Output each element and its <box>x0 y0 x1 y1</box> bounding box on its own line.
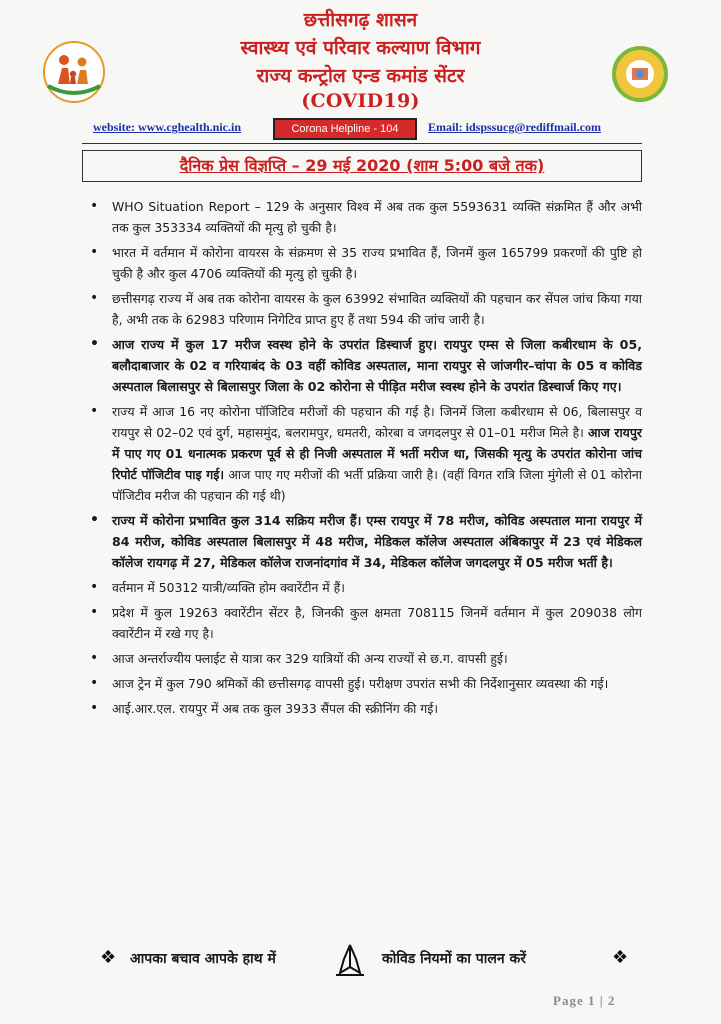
contact-bar <box>0 118 721 140</box>
title-box <box>82 150 642 182</box>
slogan-left: आपका बचाव आपके हाथ में <box>130 951 276 967</box>
footer-slogan <box>0 943 721 979</box>
list-item <box>82 288 642 330</box>
list-item-text-bold: आज रायपुर में पाए गए 01 धनात्मक प्रकरण पूर्व से ही निजी अस्पताल में भर्ती मरीज था, जिसकी मृत्यु के उपरांत कोरोना जांच रिपोर्ट पॉजिटीव पाइ गई। <box>112 425 642 482</box>
list-item-text: भारत में वर्तमान में कोरोना वायरस के संक्रमण से 35 राज्य प्रभावित हैं, जिनमें कुल 165799 प्रकरणों की पुष्टि हो चुकी है और कुल 4706 व्यक्तियों की मृत्यु हो चुकी है। <box>112 245 642 281</box>
list-item <box>82 577 642 598</box>
header-government: छत्तीसगढ़ शासन <box>303 9 418 31</box>
bullet-icon: • <box>90 579 99 595</box>
header-control-centre: राज्य कन्ट्रोल एन्ड कमांड सेंटर <box>256 65 465 87</box>
bullet-icon: • <box>90 675 99 691</box>
list-item <box>82 196 642 238</box>
list-item-text: आज राज्य में कुल 17 मरीज स्वस्थ होने के उपरांत डिस्चार्ज हुए। रायपुर एम्स से जिला कबीरधाम के 05, बलौदाबाजार के 02 व गरियाबंद के 03 वहीं कोविड अस्पताल, माना रायपुर से जांजगीर–चांपा के 05 व कोविड अस्पताल बिलासपुर से बिलासपुर जिला के 02 कोरोना से पीड़ित मरीज स्वस्थ होने के उपरांत डिस्चार्ज किए गए। <box>112 337 642 394</box>
list-item <box>82 510 642 573</box>
page-title: दैनिक प्रेस विज्ञप्ति – 29 मई 2020 (शाम 5:00 बजे तक) <box>179 156 545 175</box>
list-item-text: आई.आर.एल. रायपुर में अब तक कुल 3933 सैंपल की स्क्रीनिंग की गई। <box>112 701 439 716</box>
page-number: Page 1 | 2 <box>553 993 616 1008</box>
list-item <box>82 334 642 397</box>
header-divider <box>82 143 642 144</box>
list-item-text: राज्य में आज 16 नए कोरोना पॉजिटिव मरीजों की पहचान की गई है। जिनमें जिला कबीरधाम से 06, बिलासपुर व रायपुर से 02–02 एवं दुर्ग, महासमुंद, बलरामपुर, धमतरी, कोरबा व जगदलपुर से 01–01 मरीज मिले है। <box>112 404 642 440</box>
list-item <box>82 401 642 506</box>
list-item-text: WHO Situation Report – 129 के अनुसार विश्व में अब तक कुल 5593631 व्यक्ति संक्रमित हैं और अभी तक कुल 353334 व्यक्तियों की मृत्यु हो चुकी है। <box>112 199 642 235</box>
diamond-bullet-icon: ❖ <box>100 947 117 968</box>
helpline-badge: Corona Helpline - 104 <box>273 118 417 140</box>
bullet-icon: • <box>90 650 99 666</box>
bullet-list <box>82 196 642 723</box>
list-item-text: प्रदेश में कुल 19263 क्वारेंटीन सेंटर है, जिनकी कुल क्षमता 708115 जिनमें वर्तमान में कुल 209038 लोग क्वारेंटीन में रखे गए है। <box>112 605 642 641</box>
list-item-text: वर्तमान में 50312 यात्री/व्यक्ति होम क्वारेंटीन में हैं। <box>112 580 345 595</box>
list-item-text: राज्य में कोरोना प्रभावित कुल 314 सक्रिय मरीज हैं। एम्स रायपुर में 78 मरीज, कोविड अस्पताल माना रायपुर में 84 मरीज, कोविड अस्पताल बिलासपुर में 48 मरीज, मेडिकल कॉलेज अस्पताल अंबिकापुर में 23 एवं मेडिकल कॉलेज रायगढ़ में 27, मेडिकल कॉलेज राजनांदगांव में 34, मेडिकल कॉलेज जगदलपुर में 05 मरीज भर्ती है। <box>112 513 642 570</box>
list-item <box>82 602 642 644</box>
bullet-icon: • <box>90 700 99 716</box>
list-item <box>82 242 642 284</box>
folded-hands-icon <box>330 943 370 977</box>
website-link[interactable]: website: www.cghealth.nic.in <box>93 120 241 134</box>
list-item <box>82 673 642 694</box>
list-item <box>82 698 642 719</box>
list-item-text: आज अन्तर्राज्यीय फ्लाईट से यात्रा कर 329 यात्रियों की अन्य राज्यों से छ.ग. वापसी हुई। <box>112 651 508 666</box>
bullet-icon: • <box>90 604 99 620</box>
bullet-icon: • <box>90 244 99 260</box>
email-link[interactable]: Email: idspssucg@rediffmail.com <box>428 120 601 134</box>
header-covid: (COVID19) <box>301 90 420 112</box>
slogan-right: कोविड नियमों का पालन करें <box>382 951 526 967</box>
list-item-text: आज पाए गए मरीजों की भर्ती प्रक्रिया जारी है। (वहीं विगत रात्रि जिला मुंगेली से 01 कोरोना पॉजिटीव मरीज की पहचान की गई थी) <box>112 467 642 503</box>
bullet-icon: • <box>90 403 99 419</box>
list-item <box>82 648 642 669</box>
bullet-icon: • <box>90 290 99 306</box>
bullet-icon: • <box>90 198 99 214</box>
bullet-icon: • <box>90 336 99 352</box>
header-department: स्वास्थ्य एवं परिवार कल्याण विभाग <box>240 37 481 59</box>
diamond-bullet-icon: ❖ <box>612 947 629 968</box>
list-item-text: आज ट्रेन में कुल 790 श्रमिकों की छत्तीसगढ़ वापसी हुई। परीक्षण उपरांत सभी की निर्देशानुसार व्यवस्था की गई। <box>112 676 609 691</box>
list-item-text: छत्तीसगढ़ राज्य में अब तक कोरोना वायरस के कुल 63992 संभावित व्यक्तियों की पहचान कर सेंपल जांच किया गया है, अभी तक के 62983 परिणाम निगेटिव प्राप्त हुए हैं तथा 594 की जांच जारी है। <box>112 291 642 327</box>
bullet-icon: • <box>90 512 99 528</box>
